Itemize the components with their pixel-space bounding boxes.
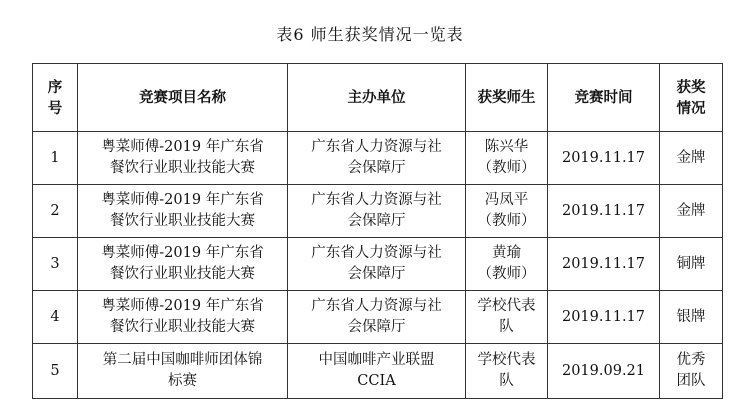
cell-award: 铜牌 [660, 238, 723, 291]
header-row [33, 64, 723, 132]
cell-no: 2 [33, 185, 78, 238]
cell-organizer: 广东省人力资源与社 会保障厅 [288, 132, 466, 185]
cell-no: 5 [33, 344, 78, 399]
table-row [33, 291, 723, 344]
cell-no: 1 [33, 132, 78, 185]
table-row [33, 344, 723, 399]
cell-organizer: 广东省人力资源与社 会保障厅 [288, 185, 466, 238]
cell-date: 2019.11.17 [548, 291, 660, 344]
cell-organizer: 广东省人力资源与社 会保障厅 [288, 238, 466, 291]
cell-no: 4 [33, 291, 78, 344]
table-row [33, 132, 723, 185]
cell-winner: 陈兴华 （教师） [466, 132, 548, 185]
cell-award: 金牌 [660, 132, 723, 185]
cell-winner: 学校代表 队 [466, 344, 548, 399]
cell-competition: 粤菜师傅-2019 年广东省 餐饮行业职业技能大赛 [78, 291, 288, 344]
cell-competition: 粤菜师傅-2019 年广东省 餐饮行业职业技能大赛 [78, 238, 288, 291]
cell-award: 金牌 [660, 185, 723, 238]
table-title: 表6 师生获奖情况一览表 [276, 25, 464, 44]
header-winner: 获奖师生 [466, 64, 548, 132]
cell-winner: 黄瑜 （教师） [466, 238, 548, 291]
table-row [33, 185, 723, 238]
header-no: 序 号 [33, 64, 78, 132]
cell-award: 优秀 团队 [660, 344, 723, 399]
cell-organizer: 广东省人力资源与社 会保障厅 [288, 291, 466, 344]
cell-date: 2019.09.21 [548, 344, 660, 399]
cell-competition: 粤菜师傅-2019 年广东省 餐饮行业职业技能大赛 [78, 132, 288, 185]
header-competition: 竞赛项目名称 [78, 64, 288, 132]
table-row [33, 238, 723, 291]
cell-winner: 学校代表 队 [466, 291, 548, 344]
cell-competition: 第二届中国咖啡师团体锦 标赛 [78, 344, 288, 399]
awards-table [32, 63, 723, 399]
header-date: 竞赛时间 [548, 64, 660, 132]
cell-date: 2019.11.17 [548, 238, 660, 291]
cell-date: 2019.11.17 [548, 185, 660, 238]
header-award: 获奖 情况 [660, 64, 723, 132]
cell-competition: 粤菜师傅-2019 年广东省 餐饮行业职业技能大赛 [78, 185, 288, 238]
cell-winner: 冯凤平 （教师） [466, 185, 548, 238]
cell-date: 2019.11.17 [548, 132, 660, 185]
cell-award: 银牌 [660, 291, 723, 344]
cell-organizer: 中国咖啡产业联盟 CCIA [288, 344, 466, 399]
header-organizer: 主办单位 [288, 64, 466, 132]
cell-no: 3 [33, 238, 78, 291]
